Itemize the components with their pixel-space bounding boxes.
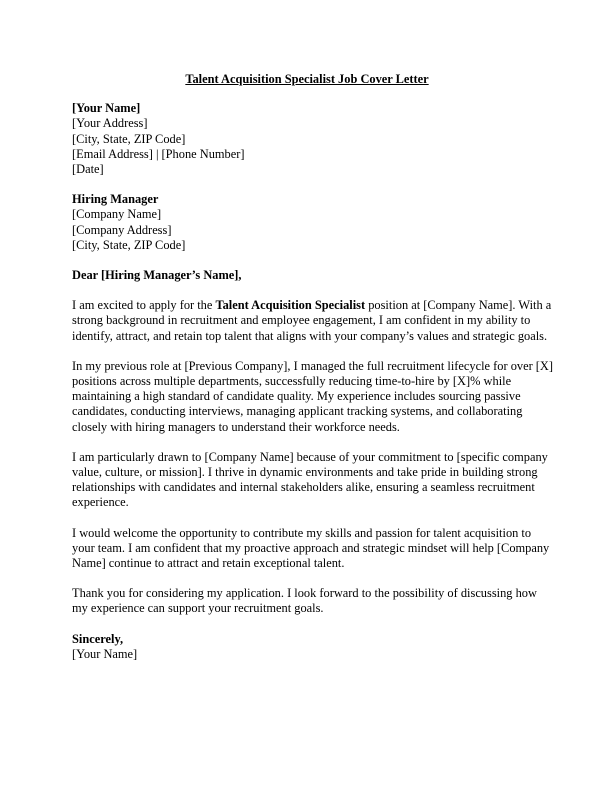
paragraph-5 bbox=[72, 586, 542, 616]
paragraph-4 bbox=[72, 525, 550, 572]
salutation: Dear [Hiring Manager’s Name], bbox=[72, 268, 242, 283]
paragraph-2-line: In my previous role at [Previous Company], I managed the full recruitment lifecycle for over [X] bbox=[72, 358, 554, 373]
recipient-block bbox=[72, 192, 542, 253]
paragraph-4-line: your team. I am confident that my proactive approach and strategic mindset will help [Company bbox=[72, 540, 550, 555]
job-title-emphasis: Talent Acquisition Specialist bbox=[215, 298, 366, 313]
sender-date: [Date] bbox=[72, 162, 104, 177]
paragraph-3 bbox=[72, 449, 548, 511]
recipient-city-state-zip: [City, State, ZIP Code] bbox=[72, 237, 186, 252]
sender-block bbox=[72, 101, 542, 177]
paragraph-1-line-1-end: position at [Company Name]. With a bbox=[365, 298, 552, 313]
paragraph-2-line: positions across multiple departments, successfully reducing time-to-hire by [X]% while bbox=[72, 374, 512, 389]
paragraph-1-intro: I am excited to apply for the bbox=[72, 298, 216, 313]
paragraph-1-line-1 bbox=[72, 298, 552, 313]
paragraph-3-line: experience. bbox=[72, 495, 129, 510]
document-title: Talent Acquisition Specialist Job Cover Letter bbox=[185, 72, 429, 86]
recipient-company: [Company Name] bbox=[72, 207, 162, 222]
sender-contact: [Email Address] | [Phone Number] bbox=[72, 146, 245, 161]
recipient-title: Hiring Manager bbox=[72, 192, 159, 207]
closing: Sincerely, bbox=[72, 631, 124, 646]
paragraph-2-line: maintaining a high standard of candidate quality. My experience includes sourcing passive bbox=[72, 389, 521, 404]
paragraph-2-line: closely with hiring managers to understand their workforce needs. bbox=[72, 419, 400, 434]
signature-block bbox=[72, 632, 542, 662]
paragraph-3-line: relationships with candidates and internal stakeholders alike, ensuring a seamless recruitment bbox=[72, 480, 535, 495]
paragraph-2 bbox=[72, 358, 554, 435]
sender-address: [Your Address] bbox=[72, 116, 148, 131]
paragraph-4-line: I would welcome the opportunity to contribute my skills and passion for talent acquisition to bbox=[72, 525, 532, 540]
paragraph-3-line: value, culture, or mission]. I thrive in dynamic environments and take pride in building strong bbox=[72, 465, 538, 480]
paragraph-5-line: my experience can support your recruitment goals. bbox=[72, 601, 324, 616]
sender-name: [Your Name] bbox=[72, 101, 141, 116]
paragraph-2-line: candidates, conducting interviews, managing applicant tracking systems, and collaborating bbox=[72, 404, 523, 419]
sender-city-state-zip: [City, State, ZIP Code] bbox=[72, 131, 186, 146]
recipient-address: [Company Address] bbox=[72, 222, 172, 237]
signature-name: [Your Name] bbox=[72, 646, 138, 661]
paragraph-4-line: Name] continue to attract and retain exceptional talent. bbox=[72, 556, 345, 571]
cover-letter-page bbox=[72, 72, 554, 662]
paragraph-1-line-2: strong background in recruitment and employee engagement, I am confident in my ability to bbox=[72, 313, 531, 328]
paragraph-5-line: Thank you for considering my application. I look forward to the possibility of discussing how bbox=[72, 586, 537, 601]
paragraph-1 bbox=[72, 298, 552, 344]
paragraph-3-line: I am particularly drawn to [Company Name] because of your commitment to [specific company bbox=[72, 449, 548, 464]
paragraph-1-line-3: identify, attract, and retain top talent that aligns with your company’s values and strategic goals. bbox=[72, 328, 548, 343]
